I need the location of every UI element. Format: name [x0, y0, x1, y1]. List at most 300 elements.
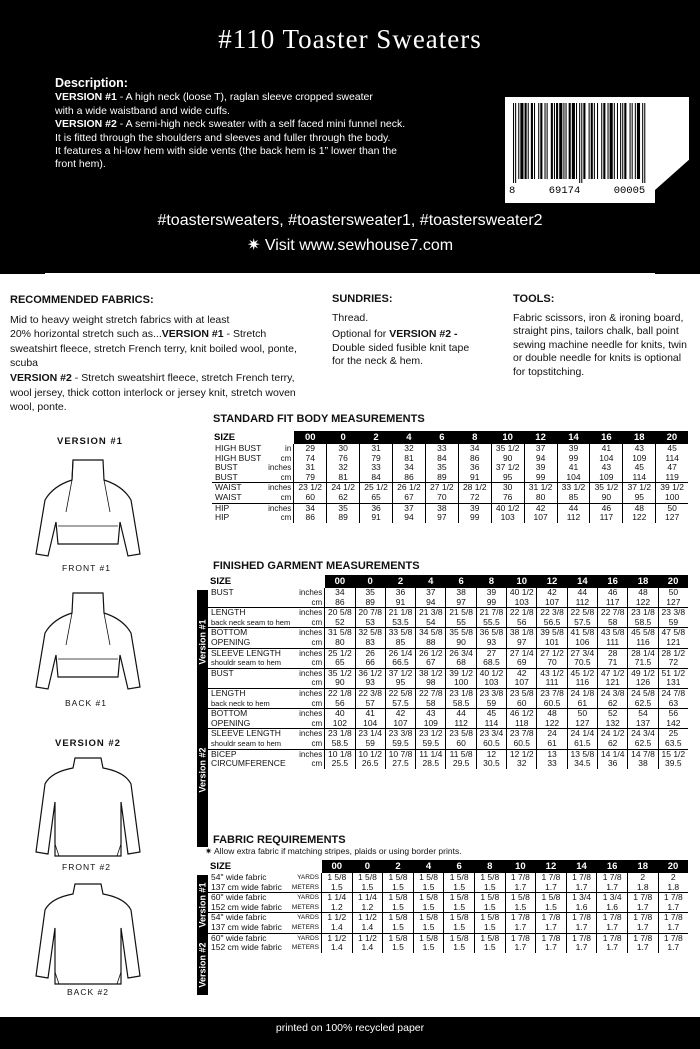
table-cell: 1.8: [658, 883, 688, 893]
table-cell: 1.7: [536, 923, 567, 933]
table-cell: 40 1/2: [507, 588, 537, 598]
table-cell: 1.5: [322, 883, 353, 893]
table-cell: 99: [476, 598, 506, 608]
table-cell: 114: [656, 454, 688, 464]
size-column-header: 10: [505, 860, 536, 873]
table-cell: 59: [658, 618, 688, 628]
table-cell: 1 7/8: [597, 913, 628, 923]
recommended-line1: Mid to heavy weight stretch fabrics with at least: [10, 313, 230, 326]
table-cell: 1.2: [322, 903, 353, 913]
fabric-v1-bar: [197, 875, 208, 935]
table-cell: 111: [598, 638, 628, 648]
table-cell: 1 5/8: [413, 873, 444, 883]
table-cell: 46 1/2: [507, 709, 537, 719]
table-cell: 46: [590, 503, 623, 513]
table-cell: 32: [393, 444, 426, 454]
back1-sketch: [28, 585, 148, 695]
table-cell: 66.5: [385, 658, 415, 668]
pattern-title: #110 Toaster Sweaters: [218, 24, 482, 54]
table-cell: 33 1/2: [557, 483, 590, 493]
table-cell: 52: [325, 618, 355, 628]
table-cell: 34: [325, 588, 355, 598]
table-cell: 1 7/8: [597, 933, 628, 943]
row-unit: inches: [290, 668, 325, 678]
table-cell: 62: [598, 739, 628, 749]
size-column-header: 8: [476, 575, 506, 588]
table-cell: 127: [656, 513, 688, 523]
table-cell: 118: [507, 719, 537, 729]
sketch-v2-title: VERSION #2: [55, 738, 121, 749]
table-cell: 1.7: [505, 923, 536, 933]
table-cell: 24 3/4: [628, 729, 658, 739]
table-cell: 27.5: [385, 759, 415, 769]
table-cell: 99: [557, 454, 590, 464]
row-label: OPENING: [211, 636, 251, 647]
table-cell: 1.7: [597, 923, 628, 933]
rec-v2-label: VERSION #2: [10, 371, 72, 384]
table-cell: 39 5/8: [537, 628, 567, 638]
table-row: [212, 513, 688, 523]
table-cell: 1.5: [474, 883, 505, 893]
row-unit: inches: [268, 463, 292, 473]
table-cell: 38 1/8: [507, 628, 537, 638]
row-label: BUST: [215, 462, 238, 473]
table-cell: 1.7: [536, 883, 567, 893]
table-cell: 90: [446, 638, 476, 648]
table-cell: 1.7: [566, 883, 597, 893]
table-cell: 68.5: [476, 658, 506, 668]
table-cell: 112: [567, 598, 597, 608]
size-column-header: 12: [524, 431, 557, 444]
footer: printed on 100% recycled paper: [0, 1017, 700, 1049]
table-cell: 94: [524, 454, 557, 464]
row-label: BUST: [215, 471, 238, 482]
garment-v1-label: Version #1: [197, 618, 208, 665]
table-cell: 86: [294, 513, 327, 523]
table-cell: 37 1/2: [491, 463, 524, 473]
table-cell: 68: [446, 658, 476, 668]
table-cell: 1.4: [352, 923, 383, 933]
table-cell: 33 5/8: [385, 628, 415, 638]
size-column-header: 6: [425, 431, 458, 444]
table-cell: 81: [327, 473, 360, 483]
table-cell: 25: [658, 729, 688, 739]
table-cell: 86: [458, 454, 491, 464]
front1-sketch: [28, 452, 148, 562]
table-cell: 30.5: [476, 759, 506, 769]
table-row: [208, 923, 688, 933]
table-cell: 44: [446, 709, 476, 719]
table-cell: 35: [425, 463, 458, 473]
size-column-header: 00: [325, 575, 355, 588]
body-table-title: STANDARD FIT BODY MEASUREMENTS: [213, 413, 425, 425]
table-cell: 48: [628, 588, 658, 598]
table-cell: 86: [325, 598, 355, 608]
table-cell: 1 5/8: [413, 933, 444, 943]
table-cell: 91: [360, 513, 393, 523]
table-cell: 85: [385, 638, 415, 648]
size-column-header: 18: [628, 575, 658, 588]
table-cell: 43 1/2: [537, 668, 567, 678]
v2-text-d: front hem).: [55, 158, 106, 171]
table-cell: 1 7/8: [597, 873, 628, 883]
table-cell: 1 5/8: [383, 893, 414, 903]
table-cell: 86: [393, 473, 426, 483]
table-cell: 117: [598, 598, 628, 608]
table-cell: 31 1/2: [524, 483, 557, 493]
row-label: BOTTOM: [208, 709, 290, 719]
row-unit: YARDS: [287, 893, 322, 903]
table-cell: 57.5: [567, 618, 597, 628]
table-cell: 66: [355, 658, 385, 668]
table-row: [208, 903, 688, 913]
row-label: [208, 678, 290, 688]
table-row: [212, 483, 688, 493]
table-cell: 1.5: [413, 883, 444, 893]
table-cell: 20 5/8: [325, 608, 355, 618]
table-cell: 1 7/8: [658, 893, 688, 903]
recommended-fabrics: [10, 293, 310, 415]
table-cell: 15 1/2: [658, 749, 688, 759]
table-cell: 1.7: [597, 943, 628, 953]
table-cell: 29: [294, 444, 327, 454]
table-cell: 131: [658, 678, 688, 688]
table-cell: 70: [425, 493, 458, 503]
table-cell: 42: [537, 588, 567, 598]
table-cell: 56: [507, 618, 537, 628]
table-cell: 95: [385, 678, 415, 688]
table-cell: 1 1/4: [352, 893, 383, 903]
v1-text-b: with a wide waistband and wide cuffs.: [55, 104, 230, 117]
table-cell: 23 1/8: [446, 688, 476, 698]
table-cell: 54: [628, 709, 658, 719]
table-cell: 89: [355, 598, 385, 608]
table-cell: 13 5/8: [567, 749, 597, 759]
table-cell: 63.5: [658, 739, 688, 749]
table-cell: 27 1/2: [425, 483, 458, 493]
table-cell: 51 1/2: [658, 668, 688, 678]
website-text: Visit www.sewhouse7.com: [264, 237, 454, 254]
table-cell: 47 1/2: [598, 668, 628, 678]
table-cell: 40 1/2: [476, 668, 506, 678]
row-label: 60" wide fabric: [208, 893, 287, 903]
table-cell: 71: [598, 658, 628, 668]
table-cell: 25.5: [325, 759, 355, 769]
table-cell: 43: [623, 444, 656, 454]
table-cell: 45: [476, 709, 506, 719]
header-notch: [0, 150, 700, 274]
table-cell: 35: [355, 588, 385, 598]
table-cell: 23 1/8: [628, 608, 658, 618]
table-cell: 57.5: [385, 699, 415, 709]
table-cell: 91: [458, 473, 491, 483]
row-unit: cm: [311, 658, 323, 668]
table-cell: 33: [537, 759, 567, 769]
table-cell: 1 1/4: [322, 893, 353, 903]
table-cell: 60.5: [476, 739, 506, 749]
table-cell: 60: [507, 699, 537, 709]
table-cell: 1 1/2: [322, 913, 353, 923]
table-cell: 112: [557, 513, 590, 523]
table-cell: 42: [385, 709, 415, 719]
table-cell: 22 7/8: [416, 688, 446, 698]
table-cell: 36: [598, 759, 628, 769]
size-column-header: 14: [557, 431, 590, 444]
table-cell: 45: [656, 444, 688, 454]
table-cell: 1 3/4: [566, 893, 597, 903]
table-cell: 1.5: [383, 943, 414, 953]
table-row: [212, 444, 688, 454]
table-cell: 1.7: [658, 923, 688, 933]
table-cell: 55.5: [476, 618, 506, 628]
table-cell: 122: [537, 719, 567, 729]
row-unit: cm: [311, 597, 323, 607]
table-cell: 103: [507, 598, 537, 608]
table-cell: 126: [628, 678, 658, 688]
garment-v2-label: Version #2: [197, 747, 208, 793]
table-cell: 39: [458, 503, 491, 513]
table-cell: 35 1/2: [491, 444, 524, 454]
table-cell: 23 3/8: [476, 688, 506, 698]
row-label: shouldr seam to hem: [211, 738, 282, 748]
size-column-header: 14: [566, 860, 597, 873]
table-cell: 41 5/8: [567, 628, 597, 638]
table-cell: 23 7/8: [507, 729, 537, 739]
size-column-header: 20: [656, 431, 688, 444]
table-cell: 99: [524, 473, 557, 483]
fabric-v2-label: Version #2: [197, 942, 208, 988]
garment-v2-bar: [197, 693, 208, 847]
table-row: [208, 638, 688, 648]
table-cell: 1 5/8: [474, 913, 505, 923]
table-cell: 1 7/8: [627, 933, 658, 943]
table-cell: 109: [416, 719, 446, 729]
table-cell: 1.7: [627, 923, 658, 933]
size-column-header: 14: [567, 575, 597, 588]
table-cell: 84: [360, 473, 393, 483]
table-cell: 1 1/2: [352, 933, 383, 943]
table-cell: 1.2: [352, 903, 383, 913]
description-heading: Description:: [55, 76, 128, 90]
table-cell: 102: [325, 719, 355, 729]
table-cell: 104: [557, 473, 590, 483]
table-cell: 1.5: [413, 923, 444, 933]
table-cell: 70: [537, 658, 567, 668]
front2-label: FRONT #2: [62, 862, 111, 872]
row-unit: inches: [290, 688, 325, 698]
table-cell: 1.5: [444, 883, 475, 893]
table-cell: 31: [360, 444, 393, 454]
row-unit: inches: [290, 648, 325, 658]
table-cell: 41: [557, 463, 590, 473]
table-cell: 119: [656, 473, 688, 483]
row-unit: cm: [280, 472, 292, 482]
table-cell: 58.5: [325, 739, 355, 749]
table-cell: 111: [537, 678, 567, 688]
table-cell: 21 3/8: [416, 608, 446, 618]
row-unit: METERS: [291, 883, 319, 891]
table-cell: 34: [393, 463, 426, 473]
table-cell: 42: [524, 503, 557, 513]
table-cell: 1.7: [536, 943, 567, 953]
table-cell: 109: [623, 454, 656, 464]
table-cell: 103: [491, 513, 524, 523]
table-cell: 11 5/8: [446, 749, 476, 759]
table-cell: 1.7: [658, 943, 688, 953]
table-cell: 70.5: [567, 658, 597, 668]
table-cell: 116: [628, 638, 658, 648]
v2-text: - A semi-high neck sweater with a self faced mini funnel neck.: [116, 118, 406, 131]
row-unit: YARDS: [287, 913, 322, 923]
row-unit: METERS: [291, 903, 319, 911]
hashtags: #toastersweaters, #toastersweater1, #toastersweater2: [157, 212, 543, 229]
size-column-header: 16: [597, 860, 628, 873]
barcode-digit: 8: [509, 185, 516, 197]
table-cell: 59.5: [385, 739, 415, 749]
table-cell: 1.6: [597, 903, 628, 913]
row-label: LENGTH: [208, 688, 290, 698]
rec-v1-text: - Stretch sweatshirt fleece, stretch French terry, knit boiled wool, ponte, scuba: [10, 328, 297, 370]
table-cell: 142: [658, 719, 688, 729]
star-icon: ✷: [205, 846, 215, 856]
table-cell: 30: [327, 444, 360, 454]
table-cell: 20 7/8: [355, 608, 385, 618]
table-cell: 26 1/2: [393, 483, 426, 493]
table-cell: 31 5/8: [325, 628, 355, 638]
row-unit: cm: [311, 759, 323, 769]
table-row: [208, 699, 688, 709]
table-cell: 114: [623, 473, 656, 483]
table-cell: 122: [628, 598, 658, 608]
size-column-header: 16: [598, 575, 628, 588]
table-cell: 32: [507, 759, 537, 769]
row-unit: cm: [311, 637, 323, 647]
table-cell: 1 5/8: [413, 913, 444, 923]
table-cell: 1 5/8: [505, 893, 536, 903]
table-cell: 101: [537, 638, 567, 648]
table-cell: 26 1/4: [385, 648, 415, 658]
table-cell: 107: [537, 598, 567, 608]
table-cell: 52: [598, 709, 628, 719]
table-cell: 39: [524, 463, 557, 473]
table-cell: 23 1/2: [416, 729, 446, 739]
table-cell: 1.7: [627, 943, 658, 953]
table-cell: 1.5: [352, 883, 383, 893]
table-cell: 76: [327, 454, 360, 464]
table-cell: 50: [656, 503, 688, 513]
table-cell: 36: [458, 463, 491, 473]
table-cell: 1 1/2: [322, 933, 353, 943]
table-cell: 1 1/2: [352, 913, 383, 923]
size-column-header: 0: [327, 431, 360, 444]
table-cell: 23 1/8: [325, 729, 355, 739]
table-cell: 1.5: [413, 903, 444, 913]
table-cell: 32 5/8: [355, 628, 385, 638]
table-cell: 100: [446, 678, 476, 688]
row-label: shouldr seam to hem: [211, 658, 282, 668]
size-column-header: 4: [413, 860, 444, 873]
table-cell: 1.7: [505, 943, 536, 953]
row-label: 137 cm wide fabric: [211, 921, 282, 932]
table-cell: 62.5: [628, 739, 658, 749]
table-cell: 1 5/8: [474, 893, 505, 903]
table-cell: 1.5: [444, 923, 475, 933]
table-cell: 25 1/2: [360, 483, 393, 493]
size-column-header: 4: [393, 431, 426, 444]
table-cell: 38: [425, 503, 458, 513]
table-cell: 91: [385, 598, 415, 608]
table-cell: 36 5/8: [476, 628, 506, 638]
table-cell: 13: [537, 749, 567, 759]
table-cell: 38 1/2: [416, 668, 446, 678]
size-column-header: 18: [623, 431, 656, 444]
table-cell: 45 1/2: [567, 668, 597, 678]
sundries-line2: Optional for: [332, 328, 390, 341]
table-cell: 30: [491, 483, 524, 493]
back1-label: BACK #1: [65, 698, 107, 708]
table-cell: 22 7/8: [598, 608, 628, 618]
size-column-header: 0: [355, 575, 385, 588]
table-cell: 1.5: [383, 903, 414, 913]
table-cell: 23 5/8: [446, 729, 476, 739]
table-cell: 121: [598, 678, 628, 688]
row-unit: cm: [280, 453, 292, 463]
rec-v2-text: - Stretch sweatshirt fleece, stretch French terry, wool jersey, thick cotton interlock or jersey knit, stretch woven wool, ponte.: [10, 371, 296, 414]
table-cell: 40 1/2: [491, 503, 524, 513]
table-cell: 1.5: [444, 943, 475, 953]
fabric-table-title: FABRIC REQUIREMENTS: [213, 834, 346, 846]
table-cell: 90: [325, 678, 355, 688]
sundries-v2-label: VERSION #2 -: [389, 328, 458, 341]
table-cell: 24 7/8: [658, 688, 688, 698]
table-cell: 39.5: [658, 759, 688, 769]
row-label: HIGH BUST: [215, 452, 262, 463]
table-cell: 79: [294, 473, 327, 483]
table-cell: 58.5: [628, 618, 658, 628]
table-cell: 22 3/8: [537, 608, 567, 618]
table-cell: 24 1/2: [598, 729, 628, 739]
table-cell: 1 5/8: [444, 893, 475, 903]
table-cell: 28.5: [416, 759, 446, 769]
table-cell: 44: [557, 503, 590, 513]
table-cell: 10 7/8: [385, 749, 415, 759]
row-unit: cm: [311, 738, 323, 748]
table-cell: 43: [590, 463, 623, 473]
row-label: WAIST: [212, 483, 261, 493]
table-cell: 57: [355, 699, 385, 709]
table-cell: 59: [355, 739, 385, 749]
recommended-line2: 20% horizontal stretch such as...: [10, 328, 162, 341]
fabric-note-text: Allow extra fabric if matching stripes, plaids or using border prints.: [214, 846, 462, 856]
row-label: [208, 598, 290, 608]
size-column-header: 0: [352, 860, 383, 873]
table-cell: 97: [425, 513, 458, 523]
table-cell: 1 7/8: [658, 933, 688, 943]
table-cell: 22 5/8: [385, 688, 415, 698]
table-cell: 67: [416, 658, 446, 668]
table-cell: 117: [590, 513, 623, 523]
table-cell: 36: [385, 588, 415, 598]
table-cell: 80: [524, 493, 557, 503]
table-cell: 1.5: [383, 923, 414, 933]
table-cell: 39: [557, 444, 590, 454]
table-cell: 1 5/8: [474, 933, 505, 943]
table-cell: 61.5: [567, 739, 597, 749]
size-column-header: 16: [590, 431, 623, 444]
table-cell: 11 1/4: [416, 749, 446, 759]
barcode-digit: 69174: [548, 185, 581, 197]
table-cell: 41: [355, 709, 385, 719]
